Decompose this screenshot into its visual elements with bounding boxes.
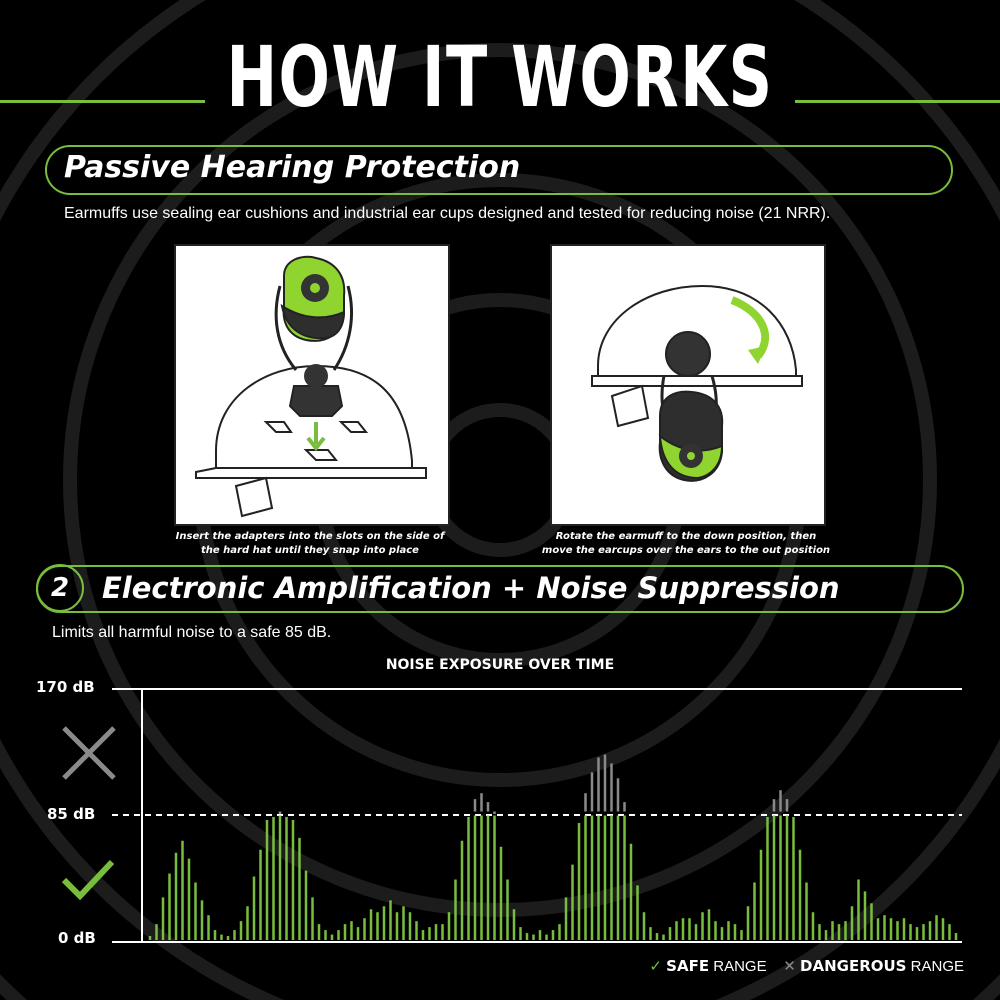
legend-danger-rest: RANGE <box>906 958 964 975</box>
legend-danger <box>783 958 964 975</box>
legend-safe <box>649 958 770 975</box>
cross-icon <box>64 728 114 778</box>
panel-2-caption-line2: move the earcups over the ears to the out position <box>541 545 831 556</box>
legend-danger-bold: DANGEROUS <box>800 957 907 975</box>
ytick-label-85: 85 dB <box>47 805 96 823</box>
chart-legend <box>649 957 964 975</box>
section2-title: Electronic Amplification + Noise Suppression <box>102 571 840 605</box>
section2-number-badge: 2 <box>36 564 84 612</box>
section1-title: Passive Hearing Protection <box>64 150 521 185</box>
section2-description: Limits all harmful noise to a safe 85 dB. <box>52 624 332 641</box>
cross-icon: ✕ <box>783 957 796 975</box>
ytick-label-170: 170 dB <box>36 678 95 696</box>
legend-safe-bold: SAFE <box>666 957 710 975</box>
panel-1-caption-line2: the hard hat until they snap into place <box>201 545 419 556</box>
page-title: HOW IT WORKS <box>226 28 774 126</box>
check-icon <box>64 862 112 896</box>
check-icon: ✓ <box>649 957 662 975</box>
section1-description: Earmuffs use sealing ear cushions and industrial ear cups designed and tested for reducing noise (21 NRR). <box>64 205 831 222</box>
chart-title: NOISE EXPOSURE OVER TIME <box>385 657 615 673</box>
panel-2-caption-line1: Rotate the earmuff to the down position, then <box>555 531 817 542</box>
legend-safe-rest: RANGE <box>709 958 767 975</box>
ytick-label-0: 0 dB <box>58 929 96 947</box>
panel-1-caption-line1: Insert the adapters into the slots on the side of <box>175 531 445 542</box>
